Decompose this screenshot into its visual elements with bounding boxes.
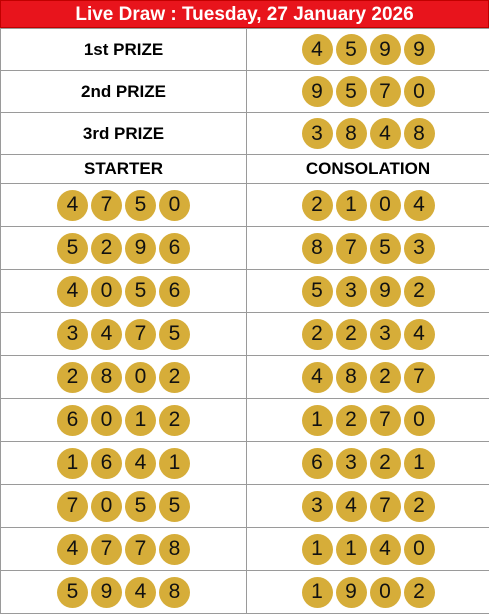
starter-number [57, 534, 190, 565]
number-ball: 4 [302, 362, 333, 393]
table-row [1, 485, 489, 528]
starter-number [57, 319, 190, 350]
number-ball: 1 [302, 534, 333, 565]
number-ball: 7 [91, 190, 122, 221]
table-row [1, 270, 489, 313]
number-ball: 7 [370, 76, 401, 107]
table-row [1, 184, 489, 227]
number-ball: 5 [57, 233, 88, 264]
number-ball: 8 [91, 362, 122, 393]
number-ball: 7 [125, 319, 156, 350]
number-ball: 3 [302, 118, 333, 149]
number-ball: 1 [302, 405, 333, 436]
starter-cell [1, 184, 247, 227]
number-ball: 9 [404, 34, 435, 65]
number-ball: 2 [404, 577, 435, 608]
results-table [0, 28, 489, 614]
number-ball: 8 [336, 118, 367, 149]
table-row [1, 356, 489, 399]
number-ball: 0 [370, 577, 401, 608]
number-ball: 2 [302, 190, 333, 221]
number-ball: 1 [57, 448, 88, 479]
prize-row-1 [1, 29, 489, 71]
number-ball: 4 [125, 448, 156, 479]
number-ball: 4 [57, 276, 88, 307]
number-ball: 0 [91, 405, 122, 436]
starter-cell [1, 442, 247, 485]
number-ball: 9 [370, 276, 401, 307]
starter-cell [1, 528, 247, 571]
number-ball: 5 [125, 276, 156, 307]
consolation-number [302, 448, 435, 479]
consolation-number [302, 233, 435, 264]
starter-header-cell [1, 155, 247, 184]
number-ball: 5 [336, 34, 367, 65]
prize-row-2 [1, 71, 489, 113]
number-ball: 0 [370, 190, 401, 221]
number-ball: 2 [404, 276, 435, 307]
number-ball: 8 [159, 577, 190, 608]
number-ball: 6 [159, 233, 190, 264]
consolation-cell [247, 528, 489, 571]
consolation-cell [247, 442, 489, 485]
number-ball: 5 [159, 319, 190, 350]
prize-label-cell [1, 71, 247, 113]
number-ball: 7 [57, 491, 88, 522]
starter-number [57, 362, 190, 393]
number-ball: 8 [336, 362, 367, 393]
number-ball: 4 [57, 190, 88, 221]
consolation-cell [247, 571, 489, 614]
number-ball: 4 [404, 190, 435, 221]
number-ball: 9 [91, 577, 122, 608]
table-row [1, 528, 489, 571]
prize-label: 1st PRIZE [84, 40, 163, 59]
consolation-number [302, 190, 435, 221]
number-ball: 2 [302, 319, 333, 350]
number-ball: 1 [404, 448, 435, 479]
table-row [1, 227, 489, 270]
table-row [1, 442, 489, 485]
prize-number-cell [247, 113, 489, 155]
number-ball: 3 [57, 319, 88, 350]
number-ball: 4 [125, 577, 156, 608]
number-ball: 2 [404, 491, 435, 522]
number-ball: 6 [302, 448, 333, 479]
number-ball: 2 [370, 362, 401, 393]
number-ball: 5 [57, 577, 88, 608]
number-ball: 4 [370, 118, 401, 149]
results-table-body [1, 29, 489, 614]
consolation-header-cell [247, 155, 489, 184]
table-row [1, 399, 489, 442]
number-ball: 8 [159, 534, 190, 565]
number-ball: 1 [336, 190, 367, 221]
prize-label-cell [1, 113, 247, 155]
number-ball: 7 [91, 534, 122, 565]
prize-label-cell [1, 29, 247, 71]
page-title: Live Draw : Tuesday, 27 January 2026 [0, 0, 489, 28]
consolation-number [302, 362, 435, 393]
starter-cell [1, 270, 247, 313]
number-ball: 5 [125, 491, 156, 522]
number-ball: 3 [404, 233, 435, 264]
prize-number [302, 76, 435, 107]
number-ball: 9 [370, 34, 401, 65]
table-row [1, 313, 489, 356]
consolation-number [302, 276, 435, 307]
number-ball: 0 [159, 190, 190, 221]
consolation-number [302, 319, 435, 350]
number-ball: 0 [91, 491, 122, 522]
starter-cell [1, 313, 247, 356]
number-ball: 2 [159, 405, 190, 436]
number-ball: 4 [370, 534, 401, 565]
consolation-cell [247, 313, 489, 356]
prize-label: 2nd PRIZE [81, 82, 166, 101]
number-ball: 6 [57, 405, 88, 436]
starter-number [57, 233, 190, 264]
number-ball: 3 [302, 491, 333, 522]
starter-cell [1, 399, 247, 442]
number-ball: 2 [336, 319, 367, 350]
number-ball: 0 [404, 534, 435, 565]
number-ball: 8 [302, 233, 333, 264]
consolation-number [302, 491, 435, 522]
number-ball: 5 [159, 491, 190, 522]
number-ball: 6 [159, 276, 190, 307]
number-ball: 2 [336, 405, 367, 436]
number-ball: 9 [125, 233, 156, 264]
number-ball: 1 [125, 405, 156, 436]
number-ball: 2 [91, 233, 122, 264]
starter-number [57, 276, 190, 307]
starter-cell [1, 227, 247, 270]
consolation-header: CONSOLATION [306, 159, 430, 178]
starter-number [57, 491, 190, 522]
number-ball: 8 [404, 118, 435, 149]
consolation-cell [247, 227, 489, 270]
starter-header: STARTER [84, 159, 163, 178]
number-ball: 7 [370, 405, 401, 436]
prize-number [302, 118, 435, 149]
number-ball: 2 [57, 362, 88, 393]
number-ball: 5 [125, 190, 156, 221]
consolation-cell [247, 399, 489, 442]
number-ball: 6 [91, 448, 122, 479]
starter-cell [1, 571, 247, 614]
starter-number [57, 405, 190, 436]
consolation-cell [247, 270, 489, 313]
number-ball: 1 [159, 448, 190, 479]
number-ball: 3 [336, 448, 367, 479]
number-ball: 4 [57, 534, 88, 565]
number-ball: 9 [336, 577, 367, 608]
prize-number-cell [247, 71, 489, 113]
number-ball: 5 [336, 76, 367, 107]
starter-number [57, 190, 190, 221]
consolation-cell [247, 485, 489, 528]
number-ball: 0 [125, 362, 156, 393]
starter-number [57, 577, 190, 608]
prize-label: 3rd PRIZE [83, 124, 164, 143]
starter-cell [1, 356, 247, 399]
consolation-cell [247, 184, 489, 227]
consolation-number [302, 577, 435, 608]
starter-cell [1, 485, 247, 528]
number-ball: 1 [336, 534, 367, 565]
number-ball: 0 [91, 276, 122, 307]
table-row [1, 571, 489, 614]
number-ball: 5 [370, 233, 401, 264]
number-ball: 0 [404, 76, 435, 107]
consolation-number [302, 405, 435, 436]
consolation-number [302, 534, 435, 565]
prize-number-cell [247, 29, 489, 71]
number-ball: 7 [370, 491, 401, 522]
consolation-cell [247, 356, 489, 399]
number-ball: 3 [336, 276, 367, 307]
prize-row-3 [1, 113, 489, 155]
number-ball: 4 [91, 319, 122, 350]
number-ball: 7 [336, 233, 367, 264]
prize-number [302, 34, 435, 65]
number-ball: 5 [302, 276, 333, 307]
number-ball: 0 [404, 405, 435, 436]
number-ball: 2 [370, 448, 401, 479]
number-ball: 3 [370, 319, 401, 350]
number-ball: 4 [336, 491, 367, 522]
starter-number [57, 448, 190, 479]
number-ball: 9 [302, 76, 333, 107]
number-ball: 7 [404, 362, 435, 393]
section-header-row [1, 155, 489, 184]
number-ball: 2 [159, 362, 190, 393]
number-ball: 4 [302, 34, 333, 65]
number-ball: 4 [404, 319, 435, 350]
number-ball: 7 [125, 534, 156, 565]
number-ball: 1 [302, 577, 333, 608]
